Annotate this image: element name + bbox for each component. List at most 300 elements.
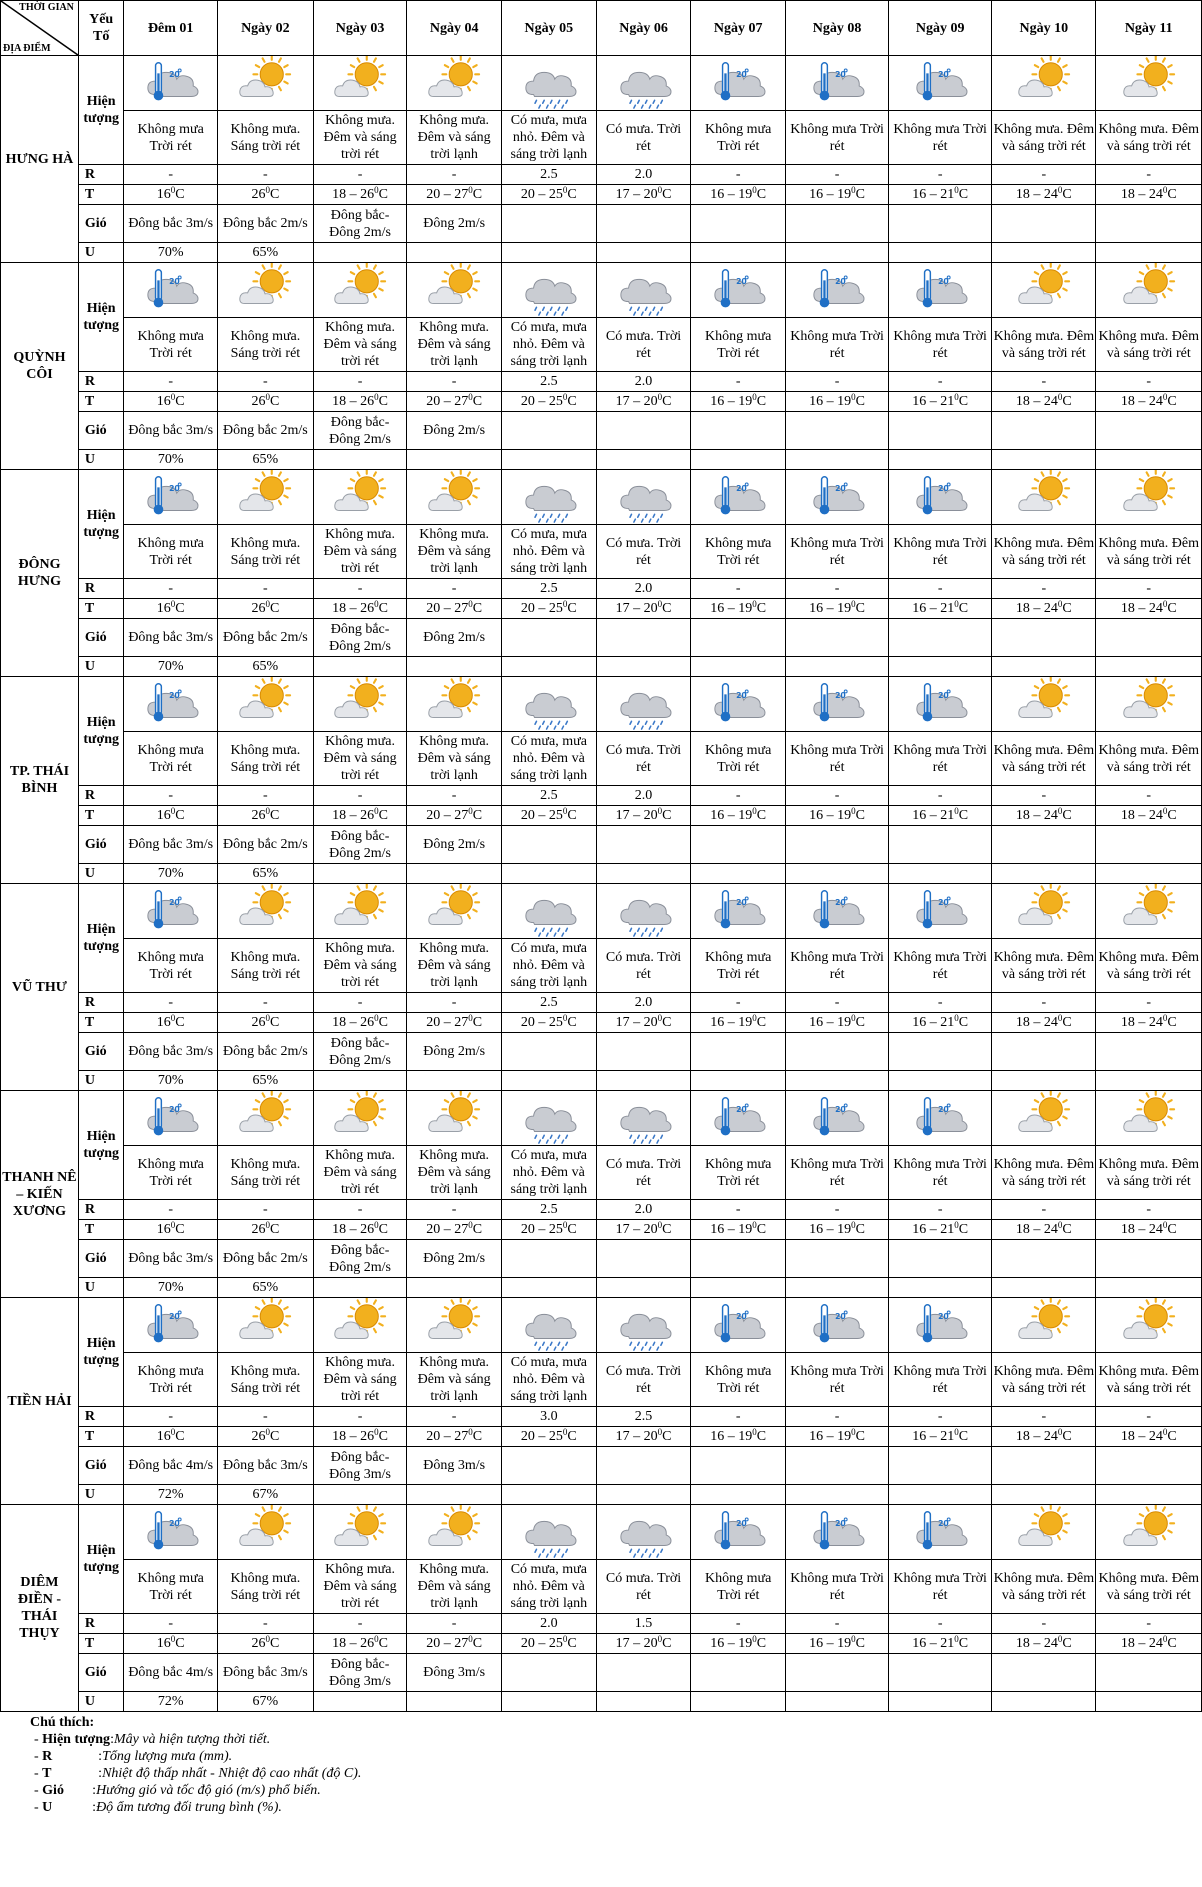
- temperature-unit: C: [1167, 1429, 1177, 1444]
- degree-sign: 0: [1162, 185, 1168, 195]
- degree-sign: 0: [265, 1427, 270, 1437]
- temperature-unit: C: [958, 808, 969, 823]
- legend-sep: :: [98, 1749, 103, 1764]
- sun-cloud-icon: [236, 677, 294, 731]
- temperature-number: 16 – 21: [912, 601, 955, 616]
- empty-cell: [691, 243, 786, 263]
- legend-item: - U :Độ ẩm tương đối trung bình (%).: [34, 1800, 282, 1815]
- humidity-value: 70%: [124, 657, 217, 677]
- svg-text:20: 20: [736, 1312, 748, 1322]
- temperature-unit: C: [756, 187, 767, 202]
- empty-cell: [1096, 864, 1202, 884]
- thermometer-cloud-icon: [709, 263, 767, 317]
- temperature-number: 20 – 27: [426, 1222, 469, 1237]
- phenomenon-text: Không mưa Trời rét: [124, 318, 217, 372]
- temperature-value: [992, 185, 1096, 205]
- empty-cell: [786, 826, 889, 864]
- rain-value: -: [313, 1614, 406, 1634]
- phenomenon-text: Không mưa. Đêm và sáng trời rét: [992, 1560, 1096, 1614]
- empty-cell: [1096, 657, 1202, 677]
- rain-value: -: [889, 993, 992, 1013]
- weather-icon-cell: [786, 1505, 889, 1560]
- temperature-unit: C: [269, 601, 280, 616]
- degree-sign: 0: [265, 599, 270, 609]
- weather-icon-cell: [889, 1091, 992, 1146]
- temperature-value: [691, 185, 786, 205]
- humidity-value: 65%: [217, 657, 313, 677]
- location-name: DIÊM ĐIỀN - THÁI THỤY: [1, 1505, 79, 1712]
- phenomenon-text: Không mưa Trời rét: [124, 525, 217, 579]
- day-header: Ngày 04: [407, 1, 502, 56]
- legend-item: - Hiện tượng:Mây và hiện tượng thời tiết.: [34, 1732, 271, 1747]
- rain-value: -: [217, 372, 313, 392]
- phenomenon-label: Hiện tượng: [78, 1091, 124, 1200]
- degree-sign: 0: [374, 1220, 379, 1230]
- rain-value: -: [313, 1200, 406, 1220]
- temperature-value: [313, 1634, 406, 1654]
- temperature-value: [217, 599, 313, 619]
- temperature-value: [407, 1427, 502, 1447]
- wind-label: Gió: [78, 1240, 124, 1278]
- degree-sign: 0: [468, 599, 473, 609]
- sun-cloud-icon: [1120, 263, 1178, 317]
- thermometer-cloud-icon: [142, 470, 200, 524]
- rain-value: -: [1096, 1407, 1202, 1427]
- wind-value: Đông 2m/s: [407, 412, 502, 450]
- temperature-number: 16: [156, 601, 171, 616]
- thermometer-cloud-icon: [709, 677, 767, 731]
- phenomenon-text: Không mưa. Đêm và sáng trời rét: [992, 111, 1096, 165]
- wind-value: Đông 3m/s: [407, 1654, 502, 1692]
- temperature-number: 20 – 25: [520, 1222, 563, 1237]
- humidity-label: U: [78, 1071, 124, 1091]
- phenomenon-text: Không mưa Trời rét: [786, 939, 889, 993]
- temperature-number: 16 – 19: [710, 808, 753, 823]
- wind-value: Đông 2m/s: [407, 1240, 502, 1278]
- temperature-unit: C: [662, 1429, 672, 1444]
- temperature-unit: C: [378, 187, 388, 202]
- temperature-unit: C: [175, 1222, 185, 1237]
- temperature-number: 16 – 19: [809, 1636, 852, 1651]
- degree-sign: 0: [1057, 599, 1063, 609]
- svg-text:20: 20: [168, 277, 180, 287]
- rain-value: -: [992, 579, 1096, 599]
- empty-cell: [313, 864, 406, 884]
- weather-icon-cell: [596, 1298, 691, 1353]
- weather-icon-cell: [1096, 56, 1202, 111]
- rain-value: 2.5: [501, 993, 596, 1013]
- rain-value: -: [691, 1614, 786, 1634]
- weather-icon-cell: [889, 677, 992, 732]
- empty-cell: [786, 412, 889, 450]
- weather-icon-cell: [1096, 884, 1202, 939]
- degree-sign: 0: [954, 1427, 959, 1437]
- phenomenon-text: Không mưa Trời rét: [691, 1560, 786, 1614]
- phenomenon-text-row: [1, 525, 1202, 579]
- temperature-value: [889, 392, 992, 412]
- weather-icon-cell: [889, 263, 992, 318]
- temperature-value: [124, 1634, 217, 1654]
- weather-icon-cell: [124, 56, 217, 111]
- rain-value: -: [124, 786, 217, 806]
- temperature-number: 18 – 24: [1015, 1015, 1058, 1030]
- svg-text:20: 20: [168, 1519, 180, 1529]
- sun-cloud-icon: [331, 1091, 389, 1145]
- phenomenon-text-row: [1, 732, 1202, 786]
- rain-value: -: [407, 372, 502, 392]
- temperature-unit: C: [662, 1636, 672, 1651]
- rain-value: 2.5: [501, 372, 596, 392]
- rain-value: -: [786, 786, 889, 806]
- phenomenon-text: Không mưa Trời rét: [124, 1146, 217, 1200]
- day-header: Ngày 10: [992, 1, 1096, 56]
- humidity-value: 70%: [124, 1278, 217, 1298]
- temperature-number: 16 – 21: [912, 1636, 955, 1651]
- empty-cell: [313, 450, 406, 470]
- rain-cloud-icon: [520, 470, 578, 524]
- temperature-unit: C: [472, 1429, 483, 1444]
- empty-cell: [889, 450, 992, 470]
- phenomenon-text: Không mưa Trời rét: [691, 1146, 786, 1200]
- wind-value: Đông 2m/s: [407, 1033, 502, 1071]
- temperature-unit: C: [269, 1222, 280, 1237]
- weather-icon-cell: [501, 1298, 596, 1353]
- humidity-value: 70%: [124, 1071, 217, 1091]
- phenomenon-text: Không mưa. Đêm và sáng trời lạnh: [407, 1353, 502, 1407]
- phenomenon-text: Có mưa, mưa nhỏ. Đêm và sáng trời lạnh: [501, 111, 596, 165]
- weather-icon-cell: [596, 470, 691, 525]
- degree-sign: 0: [851, 599, 856, 609]
- weather-icon-cell: [786, 1091, 889, 1146]
- rain-value: -: [124, 993, 217, 1013]
- empty-cell: [691, 864, 786, 884]
- temperature-number: 16 – 19: [809, 394, 852, 409]
- rain-value: -: [1096, 165, 1202, 185]
- empty-cell: [889, 1071, 992, 1091]
- degree-sign: 0: [657, 392, 663, 402]
- phenomenon-text: Không mưa. Đêm và sáng trời rét: [992, 318, 1096, 372]
- empty-cell: [407, 1485, 502, 1505]
- empty-cell: [786, 1692, 889, 1712]
- temperature-row: [1, 1013, 1202, 1033]
- temperature-unit: C: [958, 187, 969, 202]
- phenomenon-text: Không mưa Trời rét: [889, 1353, 992, 1407]
- temperature-value: [124, 599, 217, 619]
- legend-item: - Gió:Hướng gió và tốc độ gió (m/s) phổ biến.: [34, 1783, 321, 1798]
- phenomenon-text: Không mưa. Sáng trời rét: [217, 1560, 313, 1614]
- wind-row: [1, 412, 1202, 450]
- legend-sep: :: [98, 1766, 103, 1781]
- degree-sign: 0: [954, 806, 959, 816]
- svg-text:20: 20: [736, 898, 748, 908]
- phenomenon-icon-row: [1, 470, 1202, 525]
- empty-cell: [501, 864, 596, 884]
- weather-icon-cell: [691, 677, 786, 732]
- temperature-value: [217, 1634, 313, 1654]
- empty-cell: [596, 657, 691, 677]
- empty-cell: [691, 205, 786, 243]
- empty-cell: [1096, 1240, 1202, 1278]
- empty-cell: [1096, 205, 1202, 243]
- weather-icon-cell: [1096, 1298, 1202, 1353]
- rain-value: -: [1096, 1614, 1202, 1634]
- degree-sign: 0: [170, 1634, 176, 1644]
- weather-icon-cell: [786, 263, 889, 318]
- degree-sign: 0: [170, 1427, 176, 1437]
- temperature-unit: C: [175, 601, 185, 616]
- rain-value: -: [992, 1407, 1096, 1427]
- weather-icon-cell: [596, 56, 691, 111]
- phenomenon-text: Không mưa. Đêm và sáng trời rét: [1096, 1146, 1202, 1200]
- temperature-value: [407, 599, 502, 619]
- temperature-number: 20 – 25: [520, 1015, 563, 1030]
- rain-cloud-icon: [615, 263, 673, 317]
- phenomenon-text: Không mưa Trời rét: [691, 318, 786, 372]
- corner-time-label: THỜI GIAN: [19, 2, 74, 13]
- humidity-row: [1, 1071, 1202, 1091]
- empty-cell: [691, 1485, 786, 1505]
- empty-cell: [407, 864, 502, 884]
- empty-cell: [1096, 1692, 1202, 1712]
- empty-cell: [992, 826, 1096, 864]
- sun-cloud-icon: [331, 677, 389, 731]
- temperature-value: [217, 806, 313, 826]
- phenomenon-text: Không mưa Trời rét: [124, 939, 217, 993]
- rain-value: -: [889, 1407, 992, 1427]
- phenomenon-icon-row: [1, 884, 1202, 939]
- degree-sign: 0: [1162, 1013, 1168, 1023]
- empty-cell: [691, 826, 786, 864]
- wind-row: [1, 1240, 1202, 1278]
- empty-cell: [889, 864, 992, 884]
- empty-cell: [313, 1692, 406, 1712]
- thermometer-cloud-icon: [142, 263, 200, 317]
- empty-cell: [992, 243, 1096, 263]
- degree-sign: 0: [374, 806, 379, 816]
- weather-icon-cell: [596, 1505, 691, 1560]
- rain-value: -: [1096, 372, 1202, 392]
- weather-icon-cell: [786, 884, 889, 939]
- wind-label: Gió: [78, 1654, 124, 1692]
- temperature-value: [596, 1427, 691, 1447]
- rain-value: -: [124, 165, 217, 185]
- temperature-value: [786, 1220, 889, 1240]
- rain-value: -: [124, 1614, 217, 1634]
- temperature-unit: C: [1062, 808, 1072, 823]
- weather-icon-cell: [596, 677, 691, 732]
- weather-icon-cell: [596, 1091, 691, 1146]
- wind-label: Gió: [78, 826, 124, 864]
- temperature-value: [889, 1634, 992, 1654]
- temperature-unit: C: [958, 394, 969, 409]
- temperature-value: [501, 392, 596, 412]
- empty-cell: [313, 657, 406, 677]
- temperature-unit: C: [855, 1015, 865, 1030]
- weather-icon-cell: [1096, 1091, 1202, 1146]
- empty-cell: [992, 1033, 1096, 1071]
- wind-label: Gió: [78, 1447, 124, 1485]
- temperature-value: [691, 1634, 786, 1654]
- thermometer-cloud-icon: [709, 470, 767, 524]
- rain-label: R: [78, 579, 124, 599]
- degree-sign: 0: [374, 1634, 379, 1644]
- rain-value: 2.5: [501, 786, 596, 806]
- phenomenon-text: Không mưa Trời rét: [889, 525, 992, 579]
- humidity-label: U: [78, 243, 124, 263]
- phenomenon-text: Có mưa. Trời rét: [596, 732, 691, 786]
- empty-cell: [596, 1654, 691, 1692]
- legend: [0, 1712, 1202, 1816]
- rain-value: 2.0: [596, 993, 691, 1013]
- temperature-number: 18 – 24: [1120, 1222, 1163, 1237]
- temperature-unit: C: [1167, 1222, 1177, 1237]
- empty-cell: [992, 450, 1096, 470]
- rain-label: R: [78, 1200, 124, 1220]
- temperature-unit: C: [855, 1222, 865, 1237]
- humidity-label: U: [78, 1485, 124, 1505]
- svg-text:20: 20: [168, 1105, 180, 1115]
- sun-cloud-icon: [425, 470, 483, 524]
- empty-cell: [407, 450, 502, 470]
- temperature-unit: C: [855, 1636, 865, 1651]
- degree-sign: 0: [170, 1220, 176, 1230]
- degree-sign: 0: [265, 1634, 270, 1644]
- thermometer-cloud-icon: [911, 1505, 969, 1559]
- sun-cloud-icon: [1015, 263, 1073, 317]
- weather-icon-cell: [313, 263, 406, 318]
- degree-sign: 0: [954, 1634, 959, 1644]
- wind-value: Đông bắc- Đông 2m/s: [313, 1033, 406, 1071]
- sun-cloud-icon: [1015, 470, 1073, 524]
- phenomenon-text: Không mưa Trời rét: [124, 1560, 217, 1614]
- temperature-number: 17 – 20: [615, 601, 658, 616]
- rain-value: -: [992, 165, 1096, 185]
- empty-cell: [889, 1033, 992, 1071]
- degree-sign: 0: [851, 806, 856, 816]
- temperature-unit: C: [567, 1636, 577, 1651]
- legend-key: Gió: [42, 1783, 64, 1798]
- weather-icon-cell: [1096, 1505, 1202, 1560]
- weather-icon-cell: [992, 884, 1096, 939]
- weather-icon-cell: [217, 1091, 313, 1146]
- degree-sign: 0: [265, 1013, 270, 1023]
- empty-cell: [501, 205, 596, 243]
- temperature-number: 17 – 20: [615, 1429, 658, 1444]
- degree-sign: 0: [954, 185, 959, 195]
- weather-icon-cell: [407, 470, 502, 525]
- degree-sign: 0: [265, 392, 270, 402]
- degree-sign: 0: [851, 392, 856, 402]
- empty-cell: [596, 1447, 691, 1485]
- degree-sign: 0: [170, 806, 176, 816]
- temperature-number: 18 – 26: [332, 1222, 375, 1237]
- temperature-number: 17 – 20: [615, 394, 658, 409]
- rain-value: -: [313, 372, 406, 392]
- weather-icon-cell: [217, 56, 313, 111]
- empty-cell: [889, 412, 992, 450]
- degree-sign: 0: [1057, 1013, 1063, 1023]
- temperature-value: [889, 1013, 992, 1033]
- svg-text:20: 20: [938, 1312, 949, 1322]
- header-row: [1, 1, 1202, 56]
- empty-cell: [501, 1654, 596, 1692]
- weather-icon-cell: [691, 1298, 786, 1353]
- temperature-number: 17 – 20: [615, 1015, 658, 1030]
- sun-cloud-icon: [425, 56, 483, 110]
- weather-icon-cell: [889, 56, 992, 111]
- temperature-number: 18 – 24: [1120, 187, 1163, 202]
- rain-value: -: [1096, 579, 1202, 599]
- temperature-unit: C: [756, 1636, 767, 1651]
- temperature-number: 16 – 21: [912, 1015, 955, 1030]
- weather-icon-cell: [992, 56, 1096, 111]
- svg-text:20: 20: [938, 898, 949, 908]
- legend-key: Hiện tượng: [42, 1732, 111, 1747]
- empty-cell: [992, 1071, 1096, 1091]
- temperature-number: 20 – 27: [426, 394, 469, 409]
- svg-text:20: 20: [736, 1519, 748, 1529]
- humidity-value: 65%: [217, 243, 313, 263]
- rain-label: R: [78, 786, 124, 806]
- phenomenon-text: Không mưa Trời rét: [889, 111, 992, 165]
- phenomenon-text: Có mưa. Trời rét: [596, 111, 691, 165]
- temperature-unit: C: [1167, 808, 1177, 823]
- empty-cell: [1096, 1654, 1202, 1692]
- temperature-unit: C: [756, 808, 767, 823]
- temperature-unit: C: [958, 601, 969, 616]
- temperature-unit: C: [175, 1015, 185, 1030]
- temperature-number: 17 – 20: [615, 1222, 658, 1237]
- temperature-unit: C: [756, 1222, 767, 1237]
- sun-cloud-icon: [331, 1505, 389, 1559]
- temperature-label: T: [78, 1220, 124, 1240]
- legend-sep: :: [92, 1783, 97, 1798]
- degree-sign: 0: [374, 1013, 379, 1023]
- temperature-unit: C: [1062, 1429, 1072, 1444]
- temperature-value: [786, 599, 889, 619]
- temperature-number: 16 – 19: [710, 187, 753, 202]
- weather-icon-cell: [217, 677, 313, 732]
- empty-cell: [691, 1692, 786, 1712]
- empty-cell: [501, 619, 596, 657]
- humidity-row: [1, 1278, 1202, 1298]
- temperature-unit: C: [567, 1015, 577, 1030]
- phenomenon-text: Không mưa. Đêm và sáng trời rét: [313, 111, 406, 165]
- temperature-value: [786, 1634, 889, 1654]
- temperature-value: [501, 1634, 596, 1654]
- temperature-value: [1096, 1220, 1202, 1240]
- temperature-value: [124, 806, 217, 826]
- weather-icon-cell: [501, 884, 596, 939]
- degree-sign: 0: [851, 1013, 856, 1023]
- temperature-row: [1, 1427, 1202, 1447]
- degree-sign: 0: [468, 1013, 473, 1023]
- temperature-number: 18 – 26: [332, 1429, 375, 1444]
- wind-value: Đông bắc 3m/s: [124, 1033, 217, 1071]
- sun-cloud-icon: [1120, 1505, 1178, 1559]
- temperature-number: 18 – 26: [332, 1636, 375, 1651]
- sun-cloud-icon: [331, 1298, 389, 1352]
- temperature-number: 16: [156, 394, 171, 409]
- degree-sign: 0: [468, 185, 473, 195]
- wind-value: Đông bắc 2m/s: [217, 412, 313, 450]
- rain-value: -: [124, 1407, 217, 1427]
- degree-sign: 0: [562, 185, 568, 195]
- phenomenon-label: Hiện tượng: [78, 263, 124, 372]
- temperature-value: [501, 185, 596, 205]
- thermometer-cloud-icon: [808, 1505, 866, 1559]
- wind-value: Đông bắc 3m/s: [124, 412, 217, 450]
